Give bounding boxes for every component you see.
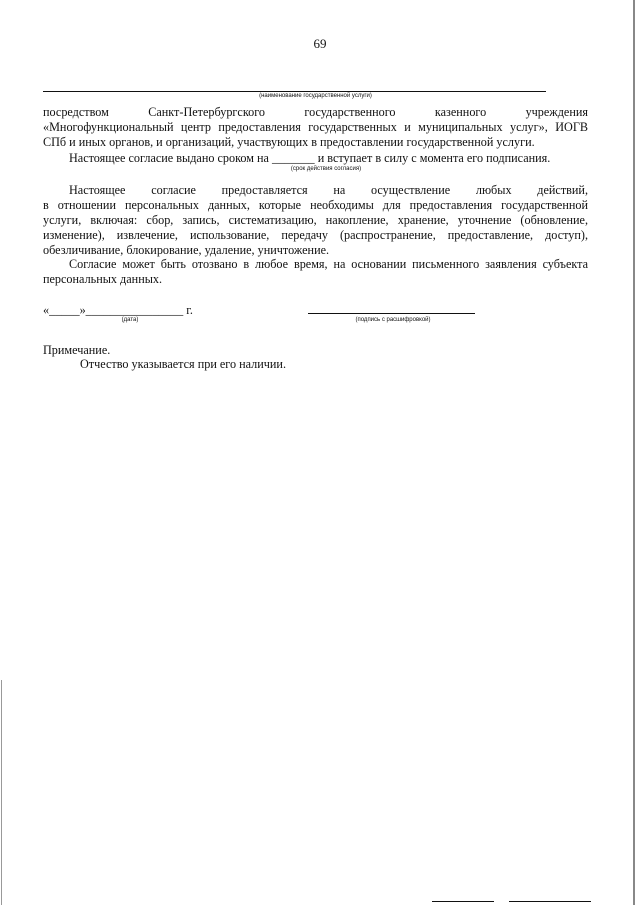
scan-edge-left <box>1 680 2 905</box>
bottom-rule-right <box>509 901 591 902</box>
bottom-rule-left <box>432 901 494 902</box>
service-name-line <box>43 91 546 92</box>
paragraph-revocation <box>43 257 588 287</box>
date-close-quote: » <box>79 303 86 317</box>
scope-line-4: изменение), извлечение, использование, передачу (распространение, предоставление, доступ), <box>43 228 588 242</box>
revocation-line-1: Согласие может быть отозвано в любое время, на основании письменного заявления субъекта <box>69 257 588 271</box>
date-field <box>43 303 193 318</box>
revocation-line-2: персональных данных. <box>43 272 163 286</box>
signature-line <box>308 313 475 314</box>
term-before: Настоящее согласие выдано сроком на <box>69 151 269 165</box>
note-text: Отчество указывается при его наличии. <box>80 357 287 371</box>
term-after: и вступает в силу с момента его подписания. <box>317 151 551 165</box>
term-line <box>69 151 550 166</box>
scope-line-3: услуги, включая: сбор, запись, систематизацию, накопление, хранение, уточнение (обновление, <box>43 213 588 227</box>
intro-line-1: посредством Санкт-Петербургского государственного казенного учреждения <box>43 105 588 119</box>
intro-line-3: СПб и иных органов, и организаций, участвующих в предоставлении государственной услуги. <box>43 135 535 149</box>
term-caption: (срок действия согласия) <box>290 166 362 172</box>
paragraph-consent-scope <box>43 183 588 258</box>
service-name-caption: (наименование государственной услуги) <box>259 93 372 99</box>
scope-line-1: Настоящее согласие предоставляется на осуществление любых действий, <box>69 183 588 197</box>
date-year-suffix: г. <box>186 303 193 317</box>
scan-edge-right <box>633 0 635 905</box>
paragraph-intro <box>43 105 588 150</box>
page-number: 69 <box>313 36 327 51</box>
intro-line-2: «Многофункциональный центр предоставления государственных и муниципальных услуг», ИОГВ <box>43 120 588 134</box>
note-title: Примечание. <box>43 343 111 357</box>
term-blank: _______ <box>271 151 315 165</box>
scope-line-2: в отношении персональных данных, которые необходимы для предоставления государственной <box>43 198 588 212</box>
signature-caption: (подпись с расшифровкой) <box>355 317 431 323</box>
date-month-blank: ________________ <box>85 303 184 317</box>
date-caption: (дата) <box>121 317 139 323</box>
date-day-blank: _____ <box>49 303 80 317</box>
scope-line-5: обезличивание, блокирование, удаление, уничтожение. <box>43 243 330 257</box>
date-open-quote: « <box>43 303 50 317</box>
